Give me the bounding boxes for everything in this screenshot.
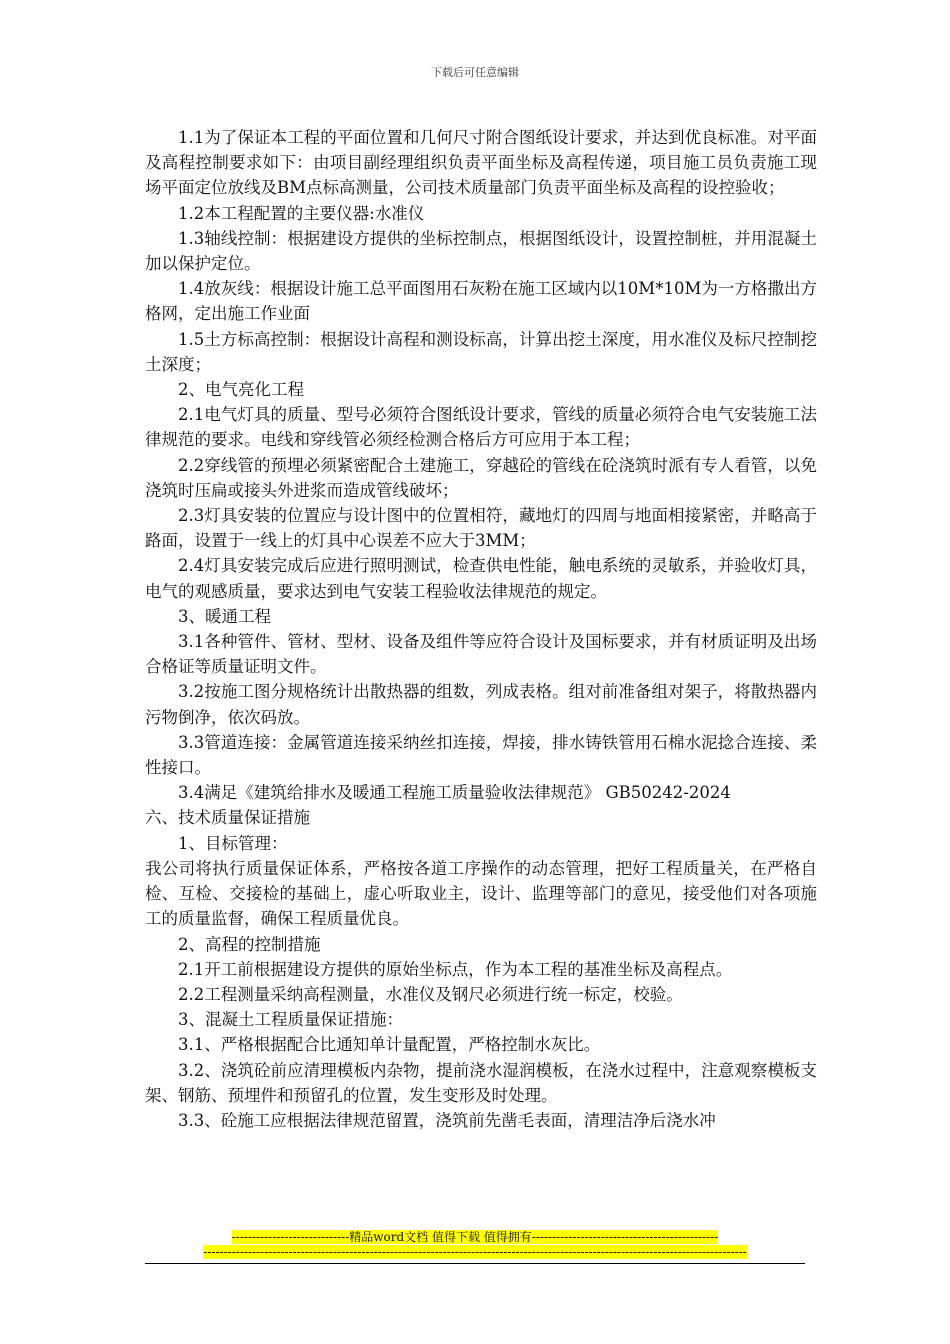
paragraph: 1.1为了保证本工程的平面位置和几何尺寸附合图纸设计要求，并达到优良标准。对平面及高程控制要求如下：由项目副经理组织负责平面坐标及高程传递，项目施工员负责施工现场平面定位放线及BM点标高测量，公司技术质量部门负责平面坐标及高程的设控验收； (145, 128, 817, 198)
document-body (145, 125, 817, 1133)
paragraph: 3.1、严格根据配合比通知单计量配置，严格控制水灰比。 (178, 1035, 601, 1055)
paragraph: 2、电气亮化工程 (178, 380, 304, 400)
paragraph: 2、高程的控制措施 (178, 934, 321, 954)
page-header: 下载后可任意编辑 (431, 66, 519, 79)
footer-dashes-text: -------------------------------------------------------------------------------------------------------------------------------------- (203, 1245, 747, 1259)
paragraph: 2.2穿线管的预埋必须紧密配合土建施工，穿越砼的管线在砼浇筑时派有专人看管，以免浇筑时压扁或接头外进浆而造成管线破坏； (145, 455, 817, 500)
footer-dashes (0, 1245, 950, 1260)
paragraph: 2.1开工前根据建设方提供的原始坐标点，作为本工程的基准坐标及高程点。 (178, 959, 733, 979)
paragraph: 3.1各种管件、管材、型材、设备及组件等应符合设计及国标要求，并有材质证明及出场合格证等质量证明文件。 (145, 632, 817, 677)
paragraph: 1、目标管理： (178, 833, 288, 853)
paragraph: 2.3灯具安装的位置应与设计图中的位置相符，藏地灯的四周与地面相接紧密，并略高于路面，设置于一线上的灯具中心误差不应大于3MM； (145, 506, 817, 551)
paragraph: 3.3、砼施工应根据法律规范留置，浇筑前先凿毛表面，清理洁净后浇水冲 (178, 1110, 716, 1130)
paragraph: 3.2、浇筑砼前应清理模板内杂物，提前浇水湿润模板，在浇水过程中，注意观察模板支架、钢筋、预埋件和预留孔的位置，发生变形及时处理。 (145, 1060, 817, 1105)
paragraph: 1.5土方标高控制：根据设计高程和测设标高，计算出挖土深度，用水准仪及标尺控制挖土深度； (145, 329, 817, 374)
footer-banner-text: -----------------------------精品word文档 值得下载 值得拥有---------------------------------------------- (231, 1230, 719, 1244)
footer-banner (0, 1230, 950, 1245)
paragraph: 3.2按施工图分规格统计出散热器的组数，列成表格。组对前准备组对架子，将散热器内污物倒净，依次码放。 (145, 682, 817, 727)
paragraph: 2.4灯具安装完成后应进行照明测试，检查供电性能，触电系统的灵敏系，并验收灯具，电气的观感质量，要求达到电气安装工程验收法律规范的规定。 (145, 556, 817, 601)
paragraph: 3.4满足《建筑给排水及暖通工程施工质量验收法律规范》 GB50242-2024 (178, 783, 731, 803)
paragraph: 2.2工程测量采纳高程测量，水准仪及钢尺必须进行统一标定，校验。 (178, 984, 683, 1004)
paragraph: 3、暖通工程 (178, 606, 271, 626)
footer-divider (145, 1263, 805, 1264)
paragraph: 1.2本工程配置的主要仪器:水准仪 (178, 203, 425, 223)
paragraph: 3、混凝土工程质量保证措施： (178, 1010, 403, 1030)
paragraph: 2.1电气灯具的质量、型号必须符合图纸设计要求，管线的质量必须符合电气安装施工法律规范的要求。电线和穿线管必须经检测合格后方可应用于本工程； (145, 405, 817, 450)
paragraph: 六、技术质量保证措施 (145, 808, 310, 828)
paragraph: 1.3轴线控制：根据建设方提供的坐标控制点，根据图纸设计，设置控制桩，并用混凝土加以保护定位。 (145, 228, 817, 274)
paragraph: 我公司将执行质量保证体系，严格按各道工序操作的动态管理，把好工程质量关，在严格自检、互检、交接检的基础上，虚心听取业主，设计、监理等部门的意见，接受他们对各项施工的质量监督，确保工程质量优良。 (145, 858, 817, 929)
paragraph: 3.3管道连接：金属管道连接采纳丝扣连接，焊接，排水铸铁管用石棉水泥捻合连接、柔性接口。 (145, 732, 817, 778)
paragraph: 1.4放灰线：根据设计施工总平面图用石灰粉在施工区域内以10M*10M为一方格撒出方格网，定出施工作业面 (145, 279, 817, 324)
